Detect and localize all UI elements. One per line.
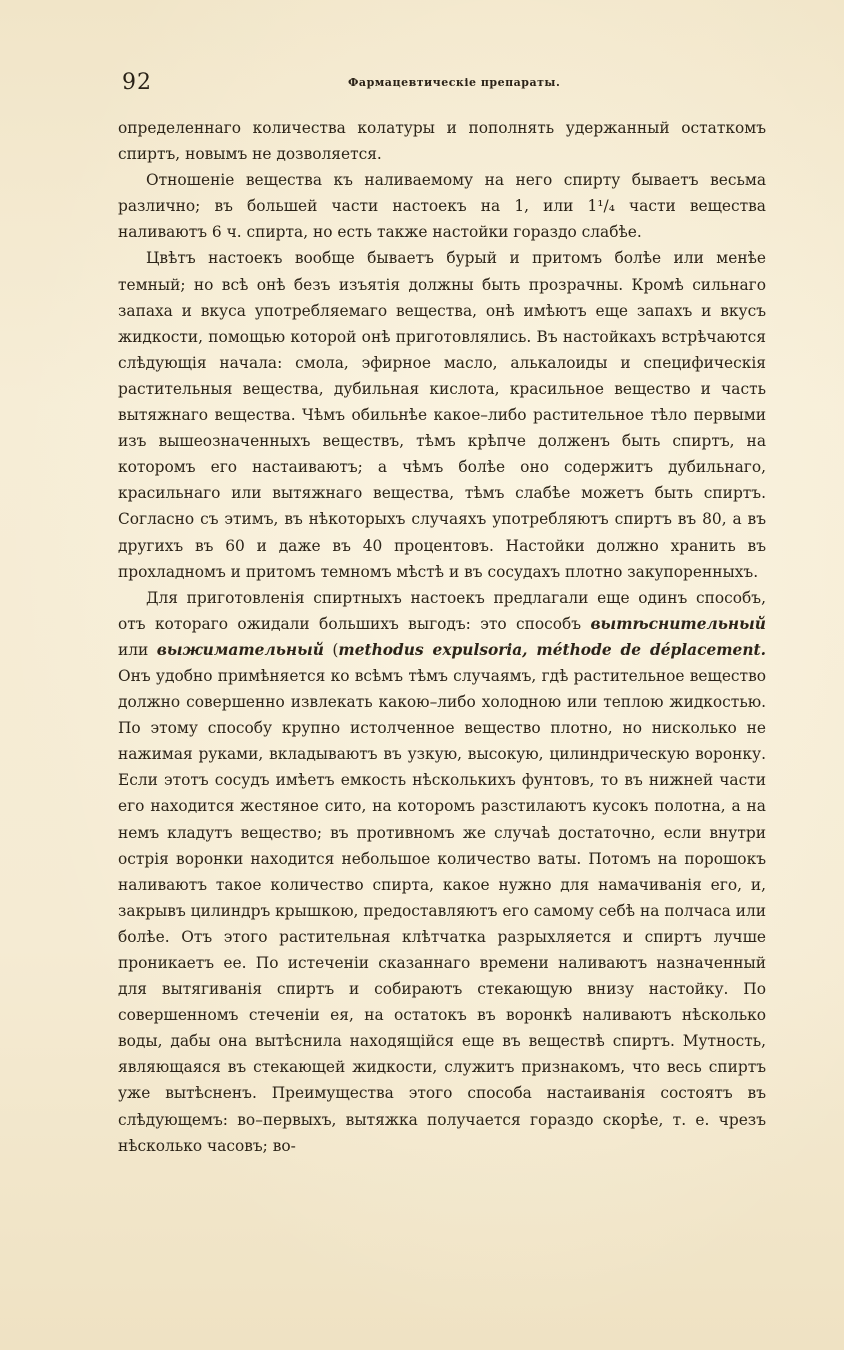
italic-term: вытѣснительный <box>590 614 766 633</box>
text-segment: Для приготовленія спиртныхъ настоекъ предлагали еще одинъ способъ, отъ котораго ожидали большихъ выгодъ: это способъ <box>118 588 766 633</box>
paragraph <box>118 245 766 584</box>
paragraph <box>118 585 766 1159</box>
body-text <box>118 115 766 1159</box>
text-segment: или <box>118 640 157 659</box>
text-segment: определеннаго количества колатуры и пополнять удержанный остаткомъ спиртъ, новымъ не дозволяется. <box>118 119 766 164</box>
paragraph <box>118 167 766 245</box>
italic-latin-term: methodus expulsoria, méthode de déplacement. <box>338 640 767 659</box>
page-header <box>118 70 758 100</box>
italic-term: выжимательный <box>156 640 324 659</box>
page-number: 92 <box>122 70 152 95</box>
paragraph <box>118 115 766 167</box>
text-segment: Онъ удобно примѣняется ко всѣмъ тѣмъ случаямъ, гдѣ растительное вещество должно совершенно извлекать какою–либо холодною или теплою жидкостью. По этому способу крупно истолченное вещество плотно, но нисколько не нажимая руками, вкладываютъ въ узкую, высокую, цилиндрическую воронку. Если этотъ сосудъ имѣетъ емкость нѣсколькихъ фунтовъ, то въ нижней части его находится жестяное сито, на которомъ разстилаютъ кусокъ полотна, а на немъ кладутъ вещество; въ противномъ же случаѣ достаточно, если внутри острія воронки находится небольшое количество ваты. Потомъ на порошокъ наливаютъ такое количество спирта, какое нужно для намачиванія его, и, закрывъ цилиндръ крышкою, предоставляютъ его самому себѣ на полчаса или болѣе. Отъ этого растительная клѣтчатка разрыхляется и спиртъ лучше проникаетъ ее. По истеченіи сказаннаго времени наливаютъ назначенный для вытягиванія спиртъ и собираютъ стекающую внизу настойку. По совершенномъ стеченіи ея, на остатокъ въ воронкѣ наливаютъ нѣсколько воды, дабы она вытѣснила находящійся еще въ веществѣ спиртъ. Мутность, являющаяся въ стекающей жидкости, служитъ признакомъ, что весь спиртъ уже вытѣсненъ. Преимущества этого способа настаиванія состоятъ въ слѣдующемъ: во–первыхъ, вытяжка получается гораздо скорѣе, т. е. чрезъ нѣсколько часовъ; во- <box>118 666 766 1155</box>
running-title: Фармацевтическіе препараты. <box>348 76 561 89</box>
text-segment: ( <box>323 640 339 659</box>
text-segment: Цвѣтъ настоекъ вообще бываетъ бурый и притомъ болѣе или менѣе темный; но всѣ онѣ безъ изъятія должны быть прозрачны. Кромѣ сильнаго запаха и вкуса употребляемаго вещества, онѣ имѣютъ еще запахъ и вкусъ жидкости, помощью которой онѣ приготовлялись. Въ настойкахъ встрѣчаются слѣдующія начала: смола, эфирное масло, алькалоиды и специфическія растительныя вещества, дубильная кислота, красильное вещество и часть вытяжнаго вещества. Чѣмъ обильнѣе какое–либо растительное тѣло первыми изъ вышеозначенныхъ веществъ, тѣмъ крѣпче долженъ быть спиртъ, на которомъ его настаиваютъ; а чѣмъ болѣе оно содержитъ дубильнаго, красильнаго или вытяжнаго вещества, тѣмъ слабѣе можетъ быть спиртъ. Согласно съ этимъ, въ нѣкоторыхъ случаяхъ употребляютъ спиртъ въ 80, а въ другихъ въ 60 и даже въ 40 процентовъ. Настойки должно хранить въ прохладномъ и притомъ темномъ мѣстѣ и въ сосудахъ плотно закупоренныхъ. <box>118 249 766 581</box>
text-segment: Отношеніе вещества къ наливаемому на него спирту бываетъ весьма различно; въ большей части настоекъ на 1, или 1¹/₄ части вещества наливаютъ 6 ч. спирта, но есть также настойки гораздо слабѣе. <box>118 171 766 242</box>
